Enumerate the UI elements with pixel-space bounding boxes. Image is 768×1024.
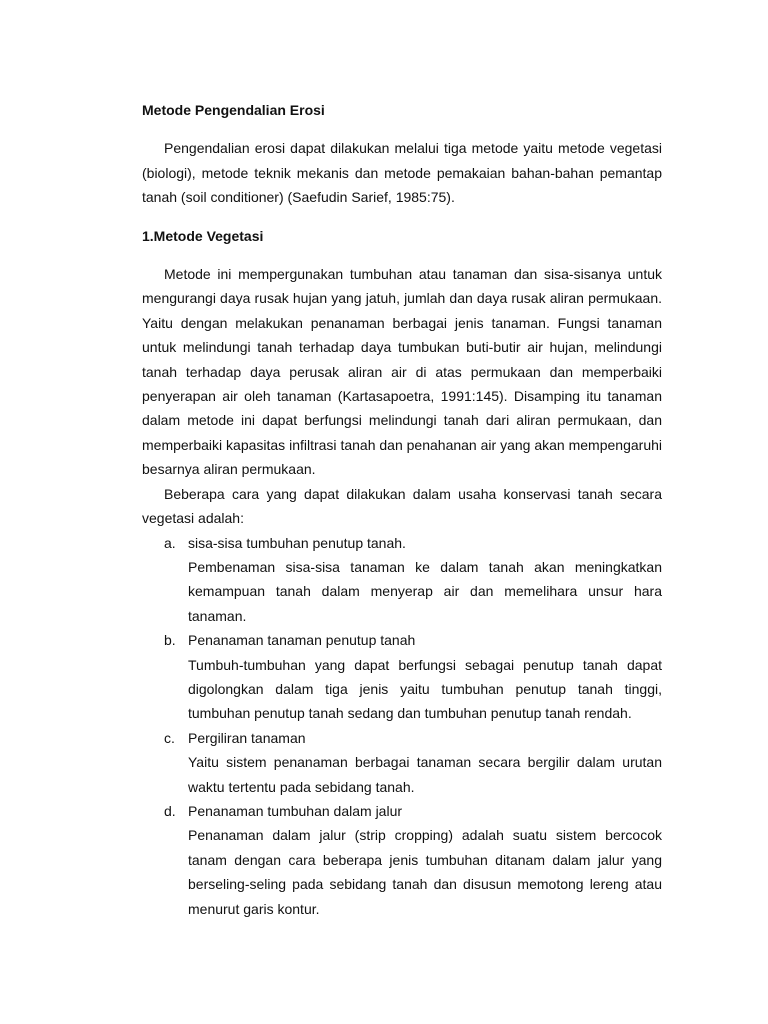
list-item [142, 628, 662, 726]
spacer [142, 248, 662, 262]
list-item-title: Penanaman tanaman penutup tanah [188, 632, 416, 649]
list-item-body: Penanaman dalam jalur (strip cropping) adalah suatu sistem bercocok tanam dengan cara beberapa jenis tumbuhan ditanam dalam jalur yang berseling-seling pada sebidang tanah dan disusun memotong lereng atau menurut garis kontur. [188, 827, 662, 917]
spacer [142, 210, 662, 224]
list-marker: a. [164, 534, 176, 551]
section-paragraph-1: Metode ini mempergunakan tumbuhan atau tanaman dan sisa-sisanya untuk mengurangi daya rusak hujan yang jatuh, jumlah dan daya rusak aliran permukaan. Yaitu dengan melakukan penanaman berbagai jenis tanaman. Fungsi tanaman untuk melindungi tanah terhadap daya tumbukan buti-butir air hujan, melindungi tanah terhadap daya perusak aliran air di atas permukaan dan memperbaiki penyerapan air oleh tanaman (Kartasapoetra, 1991:145). Disamping itu tanaman dalam metode ini dapat berfungsi melindungi tanah dari aliran permukaan, dan memperbaiki kapasitas infiltrasi tanah dan penahanan air yang akan mempengaruhi besarnya aliran permukaan. [142, 266, 662, 478]
list-item [142, 799, 662, 921]
list-item-title: Penanaman tumbuhan dalam jalur [188, 802, 403, 819]
section-paragraph-2: Beberapa cara yang dapat dilakukan dalam usaha konservasi tanah secara vegetasi adalah: [142, 485, 662, 527]
list-marker: c. [164, 729, 175, 746]
list-item-title: Pergiliran tanaman [188, 729, 306, 746]
method-list [142, 531, 662, 922]
section-heading: 1.Metode Vegetasi [142, 227, 264, 244]
list-marker: b. [164, 632, 176, 649]
list-item-body: Pembenaman sisa-sisa tanaman ke dalam tanah akan meningkatkan kemampuan tanah dalam menyerap air dan memelihara unsur hara tanaman. [188, 558, 662, 624]
list-item [142, 531, 662, 629]
intro-paragraph: Pengendalian erosi dapat dilakukan melalui tiga metode yaitu metode vegetasi (biologi), metode teknik mekanis dan metode pemakaian bahan-bahan pemantap tanah (soil conditioner) (Saefudin Sarief, 1985:75). [142, 140, 662, 206]
document-page [142, 98, 662, 921]
list-item-body: Yaitu sistem penanaman berbagai tanaman secara bergilir dalam urutan waktu tertentu pada sebidang tanah. [188, 754, 662, 795]
document-title: Metode Pengendalian Erosi [142, 102, 325, 118]
list-item [142, 726, 662, 799]
list-item-body: Tumbuh-tumbuhan yang dapat berfungsi sebagai penutup tanah dapat digolongkan dalam tiga jenis yaitu tumbuhan penutup tanah tinggi, tumbuhan penutup tanah sedang dan tumbuhan penutup tanah rendah. [188, 656, 662, 722]
list-marker: d. [164, 802, 176, 819]
list-item-title: sisa-sisa tumbuhan penutup tanah. [188, 534, 406, 551]
spacer [142, 122, 662, 136]
